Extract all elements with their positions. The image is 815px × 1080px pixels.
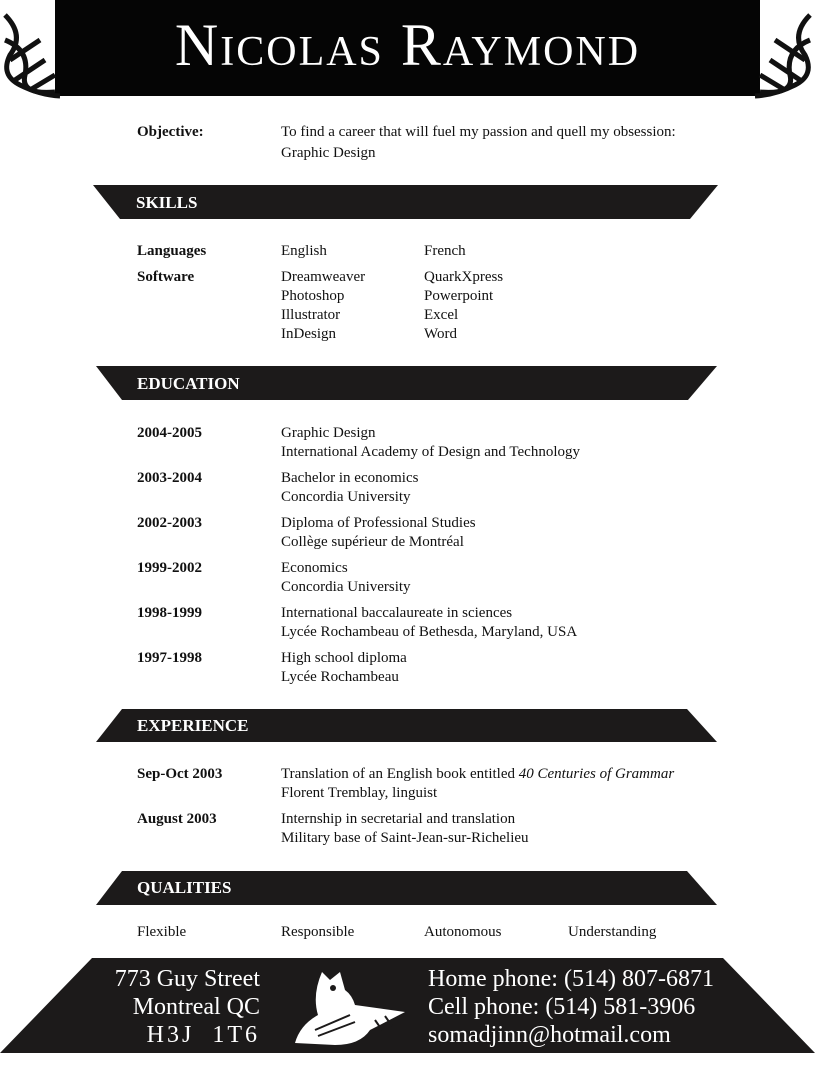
email-link[interactable]: somadjinn@hotmail.com (428, 1022, 671, 1048)
education-years: 1998-1999 (137, 605, 202, 621)
education-years: 2003-2004 (137, 470, 202, 486)
languages-label: Languages (137, 243, 207, 259)
education-line-1: Bachelor in economics (281, 470, 419, 486)
software-item: Photoshop (281, 288, 345, 304)
experience-date: August 2003 (137, 811, 217, 827)
education-line-1: Graphic Design (281, 425, 376, 441)
address-line: H3J 1T6 (146, 1022, 260, 1048)
education-line-2: International Academy of Design and Technology (281, 444, 581, 460)
experience-line-1: Internship in secretarial and translation (281, 811, 516, 827)
address-line: 773 Guy Street (114, 966, 260, 992)
language-item: French (424, 243, 466, 259)
experience-line-1: Translation of an English book entitled 40 Centuries of Grammar (281, 766, 675, 782)
education-line-2: Lycée Rochambeau (281, 669, 399, 685)
objective-line-2: Graphic Design (281, 145, 376, 161)
software-item: QuarkXpress (424, 269, 504, 285)
education-line-1: Diploma of Professional Studies (281, 515, 476, 531)
experience-date: Sep-Oct 2003 (137, 766, 223, 782)
software-item: Illustrator (281, 307, 341, 323)
experience-line-2: Florent Tremblay, linguist (281, 785, 438, 801)
section-title-qualities: QUALITIES (137, 878, 232, 897)
education-line-1: High school diploma (281, 650, 407, 666)
software-item: Excel (424, 307, 459, 323)
section-title-experience: EXPERIENCE (137, 716, 249, 735)
home-phone: Home phone: (514) 807-6871 (428, 966, 714, 992)
quality-item: Understanding (568, 924, 657, 940)
education-line-2: Concordia University (281, 489, 411, 505)
software-item: Powerpoint (424, 288, 494, 304)
section-title-skills: SKILLS (136, 193, 198, 212)
objective-label: Objective: (137, 124, 204, 140)
quality-item: Responsible (281, 924, 355, 940)
quality-item: Autonomous (424, 924, 502, 940)
education-years: 2004-2005 (137, 425, 202, 441)
language-item: English (281, 243, 327, 259)
experience-line-2: Military base of Saint-Jean-sur-Richelieu (281, 830, 529, 846)
page-title: Nicolas Raymond (174, 12, 641, 78)
education-years: 1997-1998 (137, 650, 202, 666)
education-years: 1999-2002 (137, 560, 202, 576)
education-line-2: Collège supérieur de Montréal (281, 534, 464, 550)
education-line-2: Concordia University (281, 579, 411, 595)
education-line-1: International baccalaureate in sciences (281, 605, 513, 621)
objective-line-1: To find a career that will fuel my passion and quell my obsession: (281, 124, 676, 140)
software-label: Software (137, 269, 195, 285)
quality-item: Flexible (137, 924, 187, 940)
cell-phone: Cell phone: (514) 581-3906 (428, 994, 696, 1020)
education-line-1: Economics (281, 560, 348, 576)
software-item: InDesign (281, 326, 336, 342)
software-item: Word (424, 326, 457, 342)
education-line-2: Lycée Rochambeau of Bethesda, Maryland, USA (281, 624, 578, 640)
section-title-education: EDUCATION (137, 374, 240, 393)
address-line: Montreal QC (132, 994, 260, 1020)
software-item: Dreamweaver (281, 269, 366, 285)
education-years: 2002-2003 (137, 515, 202, 531)
